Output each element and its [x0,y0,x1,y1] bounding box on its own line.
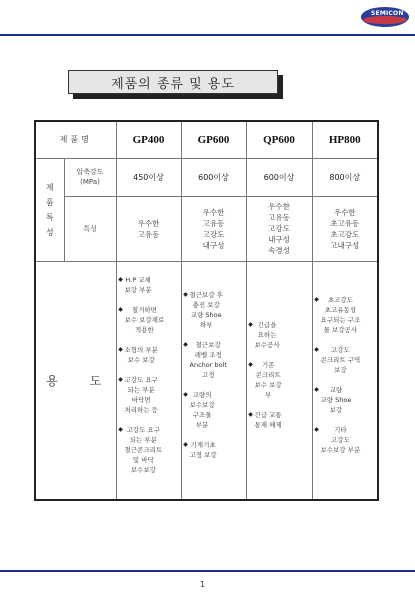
usage-item-text [190,290,223,330]
diamond-bullet-icon: ◆ [118,276,123,284]
usage-line: 보강 [334,366,347,375]
footer-rule [0,570,415,572]
logo-text: SEMICON [371,10,404,17]
header-label: 제품명 [59,135,92,145]
diamond-bullet-icon: ◆ [314,346,319,354]
usage-item [117,345,181,365]
product-name: QP600 [263,133,295,146]
usage-line: H.P 교체 [125,276,151,285]
group-label-char: 특 [45,212,54,222]
trait-line: 고유동 [137,229,160,239]
usage-line: 보수보강 부분 [320,446,361,455]
usage-line: 철거하면 [131,306,157,315]
usage-line: 고정 [201,371,215,380]
diamond-bullet-icon: ◆ [248,361,253,369]
diamond-bullet-icon: ◆ [314,296,319,304]
trait-line: 내구성 [202,240,225,250]
usage-item-text [190,440,217,460]
diamond-bullet-icon: ◆ [183,341,188,349]
usage-item-text [125,275,152,295]
usage-line: 고강도 [330,436,350,445]
usage-item-text [255,410,282,430]
traits-cell [116,196,181,261]
usage-line: 철근보강 후 [189,291,223,300]
strength-label: 압축강도 [76,168,104,176]
usage-item [313,385,378,415]
usage-line: 레벨 조정 [194,351,222,360]
usage-line: 충진 보강 [192,301,220,310]
product-header [246,121,312,158]
usage-line: 긴급을 [257,321,277,330]
usage-line: 보수 보강재로 [124,316,165,325]
product-header [312,121,378,158]
usage-line: 보수보강 [189,401,215,410]
trait-line: 초고강도 [330,229,360,239]
trait-line: 초고유동 [330,218,360,228]
usage-item [182,440,246,460]
usage-line: 기타 [334,426,347,435]
trait-line: 내구성 [268,235,290,244]
usage-cell [312,261,378,500]
usage-item-text [190,390,215,430]
usage-line: 보수 보강 [254,381,282,390]
strength-value: 600이상 [246,158,312,196]
trait-line: 우수한 [333,207,356,217]
page-title: 제품의 종류 및 용도 [68,70,278,94]
usage-line: 고정 보강 [189,451,217,460]
usage-line: 철근보강 [195,341,221,350]
usage-line: 물 보강공사 [323,326,358,335]
usage-line: 철근콘크리트 [124,446,163,455]
strength-label-cell [64,158,116,196]
usage-line: 되는 부분 [127,386,155,395]
diamond-bullet-icon: ◆ [118,426,123,434]
product-name: HP800 [328,133,361,146]
usage-item [247,410,312,430]
usage-item [313,295,378,335]
usage-line: 교량 Shoe [190,311,222,320]
trait-line: 고유동 [202,218,225,228]
trait-line: 우수한 [268,202,290,211]
diamond-bullet-icon: ◆ [118,376,123,384]
usage-item-text [190,340,227,380]
strength-value: 450이상 [116,158,181,196]
usage-line: 및 바닥 [132,456,154,465]
trait-line: 우수한 [137,218,160,228]
usage-line: Anchor bolt [189,361,227,370]
usage-item [117,305,181,335]
usage-line: 기계기초 [190,441,216,450]
usage-line: 구조물 [192,411,212,420]
usage-line: 보수 보강 [127,356,155,365]
usage-item [182,340,246,380]
usage-line: 보강 부분 [124,286,152,295]
usage-item-text [321,425,361,455]
usage-line: 부 [264,391,272,400]
usage-item [313,345,378,375]
usage-label-cell [35,261,116,500]
product-table [34,120,379,501]
diamond-bullet-icon: ◆ [248,321,253,329]
usage-item [247,320,312,350]
usage-line: 소형의 부분 [124,346,158,355]
traits-cell [181,196,246,261]
usage-item-text [321,345,361,375]
usage-item-text [321,385,352,415]
usage-line: 고강도 [330,346,350,355]
diamond-bullet-icon: ◆ [118,346,123,354]
group-label-char: 성 [45,227,54,237]
group-label-cell [35,158,64,261]
strength-value: 800이상 [312,158,378,196]
usage-label: 용 도 [46,373,116,388]
usage-item [313,425,378,455]
usage-line: 요구되는 구조 [320,316,361,325]
group-label-char: 품 [45,197,54,207]
diamond-bullet-icon: ◆ [314,386,319,394]
usage-item [247,360,312,400]
diamond-bullet-icon: ◆ [314,426,319,434]
usage-line: 초고강도 [327,296,353,305]
header-row [35,121,378,158]
trait-line: 고강도 [202,229,225,239]
usage-line: 고강도 요구 [124,376,158,385]
usage-line: 처리하는 등 [124,406,158,415]
usage-line: 되는 부분 [129,436,157,445]
traits-cell [312,196,378,261]
usage-item-text [255,360,282,400]
trait-line: 고유동 [268,213,290,222]
usage-line: 긴급 교통 [254,411,282,420]
usage-item [182,290,246,330]
trait-line: 우수한 [202,207,225,217]
usage-item [182,390,246,430]
usage-line: 통제 해제 [254,421,282,430]
usage-line: 콘크리트 [255,371,281,380]
usage-line: 초고유동성 [324,306,357,315]
usage-line: 교량 Shoe [320,396,352,405]
traits-row [35,196,378,261]
usage-item-text [125,345,158,365]
usage-line: 하부 [199,321,213,330]
diamond-bullet-icon: ◆ [248,411,253,419]
product-name: GP400 [132,133,165,146]
strength-unit: (MPa) [80,178,100,186]
page-number: 1 [200,580,206,589]
usage-item-text [321,295,361,335]
header-rule [0,34,415,36]
strength-value: 600이상 [181,158,246,196]
usage-item [117,425,181,475]
usage-line: 교량의 [192,391,212,400]
usage-cell [181,261,246,500]
usage-line: 기존 [261,361,275,370]
group-label-char: 제 [45,182,54,192]
usage-item-text [125,425,163,475]
usage-row [35,261,378,500]
strength-row [35,158,378,196]
usage-line: 보강 [329,406,343,415]
usage-cell [246,261,312,500]
diamond-bullet-icon: ◆ [118,306,123,314]
usage-line: 고강도 요구 [126,426,161,435]
usage-cell [116,261,181,500]
usage-item-text [255,320,280,350]
usage-item [117,275,181,295]
trait-line: 속경성 [268,246,290,255]
usage-line: 요하는 [257,331,277,340]
trait-line: 고내구성 [330,240,360,250]
header-label-cell [35,121,116,158]
usage-line: 교량 [329,386,343,395]
diamond-bullet-icon: ◆ [183,291,188,299]
usage-item [117,375,181,415]
product-header [116,121,181,158]
traits-label: 특성 [64,196,116,261]
traits-cell [246,196,312,261]
usage-line: 콘크리트 구역 [320,356,361,365]
product-name: GP600 [197,133,230,146]
usage-item-text [125,305,165,335]
usage-item-text [125,375,158,415]
diamond-bullet-icon: ◆ [183,441,188,449]
trait-line: 고강도 [268,224,290,233]
product-header [181,121,246,158]
usage-line: 보수보강 [130,466,156,475]
usage-line: 적용한 [134,326,154,335]
usage-line: 바닥면 [131,396,151,405]
usage-line: 보수공사 [254,341,280,350]
usage-line: 부분 [195,421,209,430]
diamond-bullet-icon: ◆ [183,391,188,399]
